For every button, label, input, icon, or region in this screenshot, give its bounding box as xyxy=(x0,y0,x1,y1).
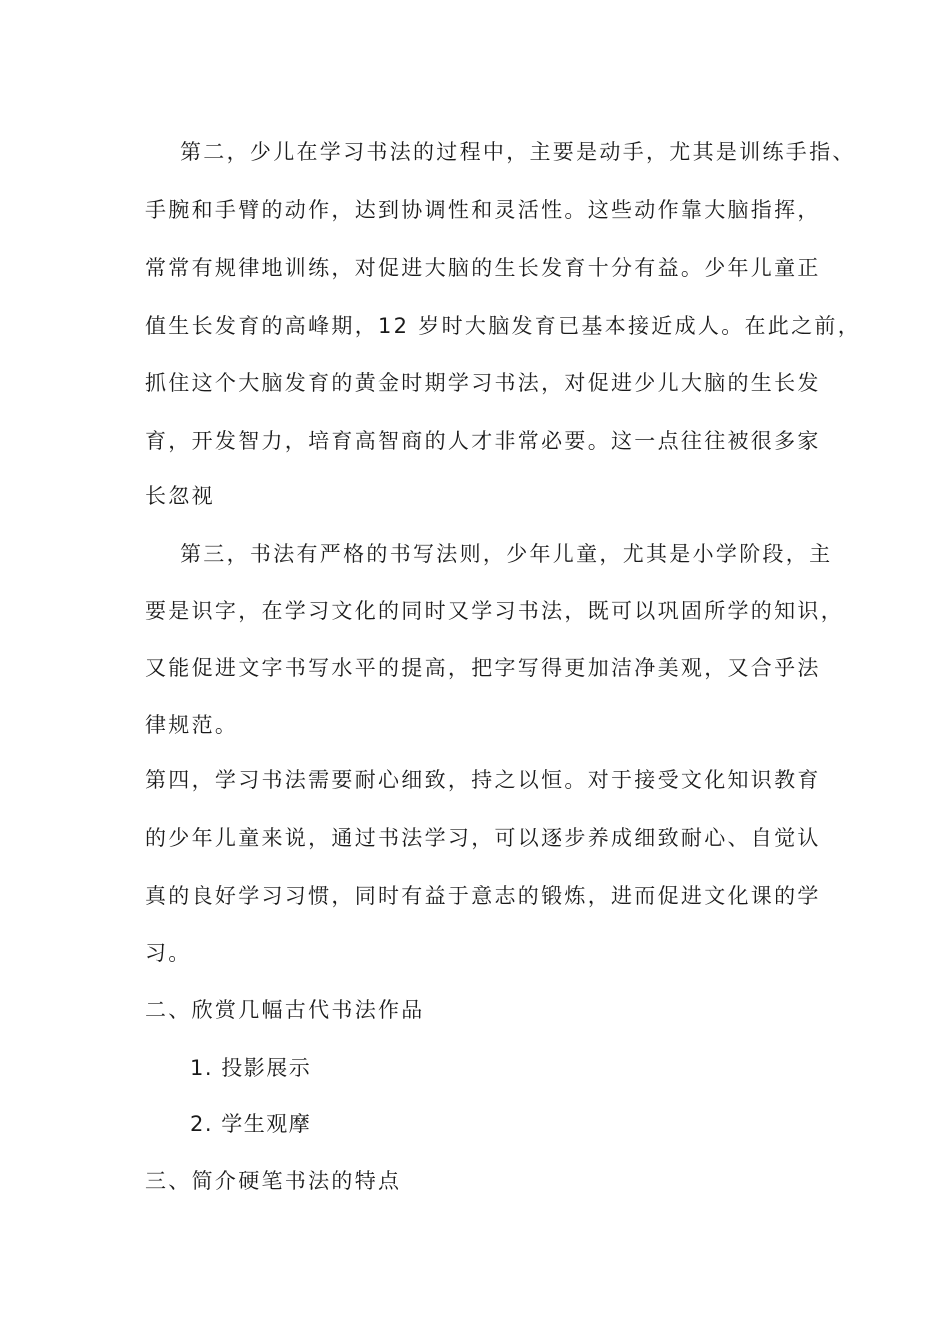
paragraph-line: 第二，少儿在学习书法的过程中，主要是动手，尤其是训练手指、 xyxy=(180,140,856,164)
paragraph-line: 育，开发智力，培育高智商的人才非常必要。这一点往往被很多家 xyxy=(145,429,821,453)
paragraph-line: 常常有规律地训练，对促进大脑的生长发育十分有益。少年儿童正 xyxy=(145,256,821,280)
section-heading: 二、欣赏几幅古代书法作品 xyxy=(145,998,425,1022)
paragraph-line: 抓住这个大脑发育的黄金时期学习书法，对促进少儿大脑的生长发 xyxy=(145,371,821,395)
paragraph-line: 习。 xyxy=(145,941,192,965)
paragraph-line: 又能促进文字书写水平的提高，把字写得更加洁净美观，又合乎法 xyxy=(145,656,821,680)
paragraph-line: 第三，书法有严格的书写法则，少年儿童，尤其是小学阶段，主 xyxy=(180,542,833,566)
list-item: 2. 学生观摩 xyxy=(190,1112,312,1136)
paragraph-line: 第四，学习书法需要耐心细致，持之以恒。对于接受文化知识教育 xyxy=(145,768,821,792)
paragraph-line: 要是识字，在学习文化的同时又学习书法，既可以巩固所学的知识， xyxy=(145,599,844,623)
paragraph-line: 的少年儿童来说，通过书法学习，可以逐步养成细致耐心、自觉认 xyxy=(145,826,821,850)
section-heading: 三、简介硬笔书法的特点 xyxy=(145,1169,402,1193)
list-item: 1. 投影展示 xyxy=(190,1056,312,1080)
paragraph-line: 长忽视 xyxy=(145,484,215,508)
paragraph-line: 律规范。 xyxy=(145,713,239,737)
paragraph-line: 值生长发育的高峰期，12 岁时大脑发育已基本接近成人。在此之前， xyxy=(145,314,861,338)
paragraph-line: 手腕和手臂的动作，达到协调性和灵活性。这些动作靠大脑指挥， xyxy=(145,198,821,222)
paragraph-line: 真的良好学习习惯，同时有益于意志的锻炼，进而促进文化课的学 xyxy=(145,884,821,908)
